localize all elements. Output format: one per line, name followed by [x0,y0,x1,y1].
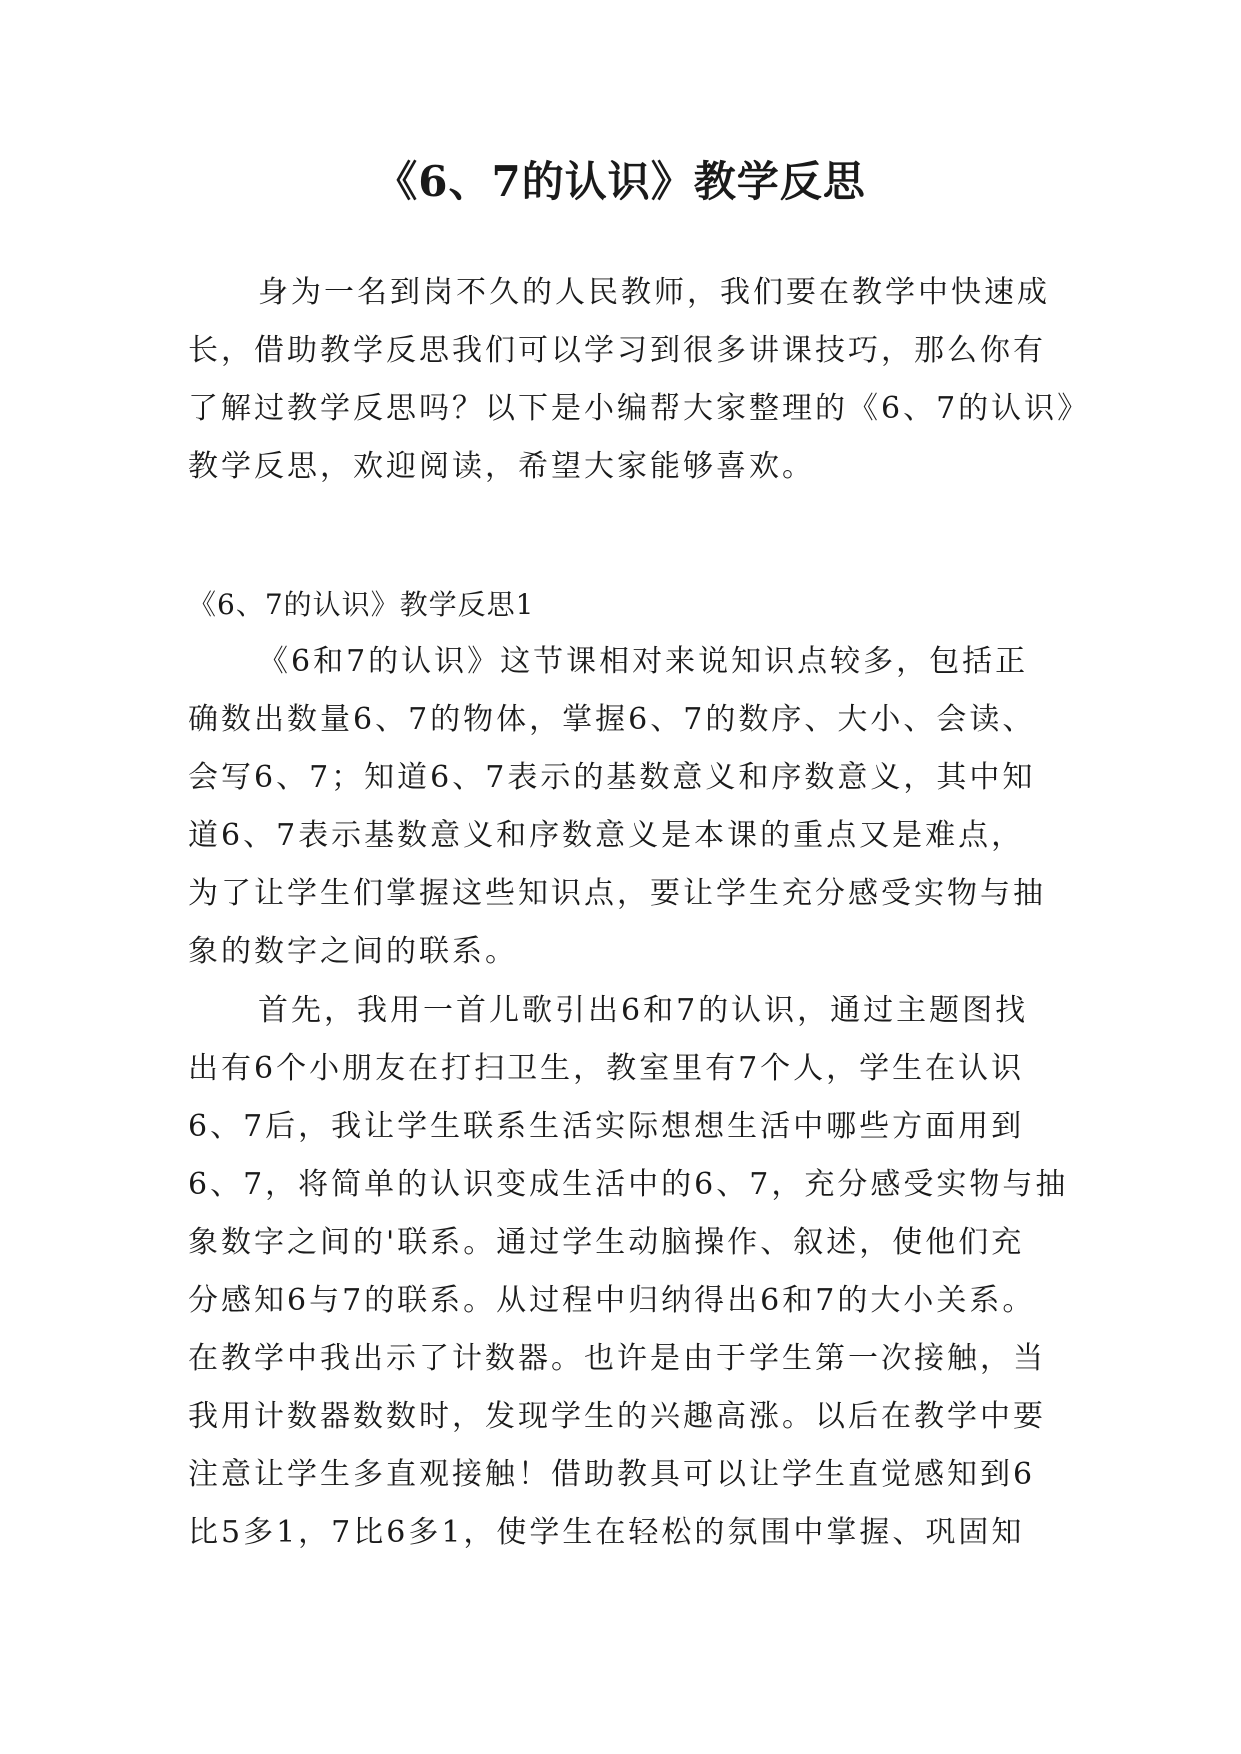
text-line: 6、7，将简单的认识变成生活中的6、7，充分感受实物与抽 [188,1167,1069,1202]
text-line: 6、7后，我让学生联系生活实际想想生活中哪些方面用到 [188,1109,1025,1144]
text-line: 我用计数器数数时，发现学生的兴趣高涨。以后在教学中要 [188,1399,1046,1434]
document-title: 《6、7的认识》教学反思 [375,157,866,206]
text-line: 长，借助教学反思我们可以学习到很多讲课技巧，那么你有 [188,333,1046,368]
text-line: 象数字之间的'联系。通过学生动脑操作、叙述，使他们充 [188,1225,1025,1260]
text-line: 为了让学生们掌握这些知识点，要让学生充分感受实物与抽 [188,876,1046,911]
text-line: 了解过教学反思吗？以下是小编帮大家整理的《6、7的认识》 [188,391,1091,426]
text-line: 分感知6与7的联系。从过程中归纳得出6和7的大小关系。 [188,1283,1036,1318]
paragraph-1 [188,633,1058,981]
text-line: 首先，我用一首儿歌引出6和7的认识，通过主题图找 [258,993,1029,1028]
text-line: 象的数字之间的联系。 [188,934,518,969]
text-line: 注意让学生多直观接触！借助教具可以让学生直觉感知到6 [188,1457,1036,1492]
text-line: 道6、7表示基数意义和序数意义是本课的重点又是难点， [188,818,1025,853]
section-heading: 《6、7的认识》教学反思1 [188,588,535,621]
text-line: 会写6、7；知道6、7表示的基数意义和序数意义，其中知 [188,760,1036,795]
text-line: 出有6个小朋友在打扫卫生，教室里有7个人，学生在认识 [188,1051,1025,1086]
text-line: 身为一名到岗不久的人民教师，我们要在教学中快速成 [258,275,1050,310]
intro-paragraph [188,264,1091,496]
text-line: 在教学中我出示了计数器。也许是由于学生第一次接触，当 [188,1341,1046,1376]
text-line: 确数出数量6、7的物体，掌握6、7的数序、大小、会读、 [188,702,1036,737]
text-line: 《6和7的认识》这节课相对来说知识点较多，包括正 [258,644,1029,679]
paragraph-2 [188,982,1069,1562]
text-line: 比5多1，7比6多1，使学生在轻松的氛围中掌握、巩固知 [188,1515,1025,1550]
text-line: 教学反思，欢迎阅读，希望大家能够喜欢。 [188,449,815,484]
